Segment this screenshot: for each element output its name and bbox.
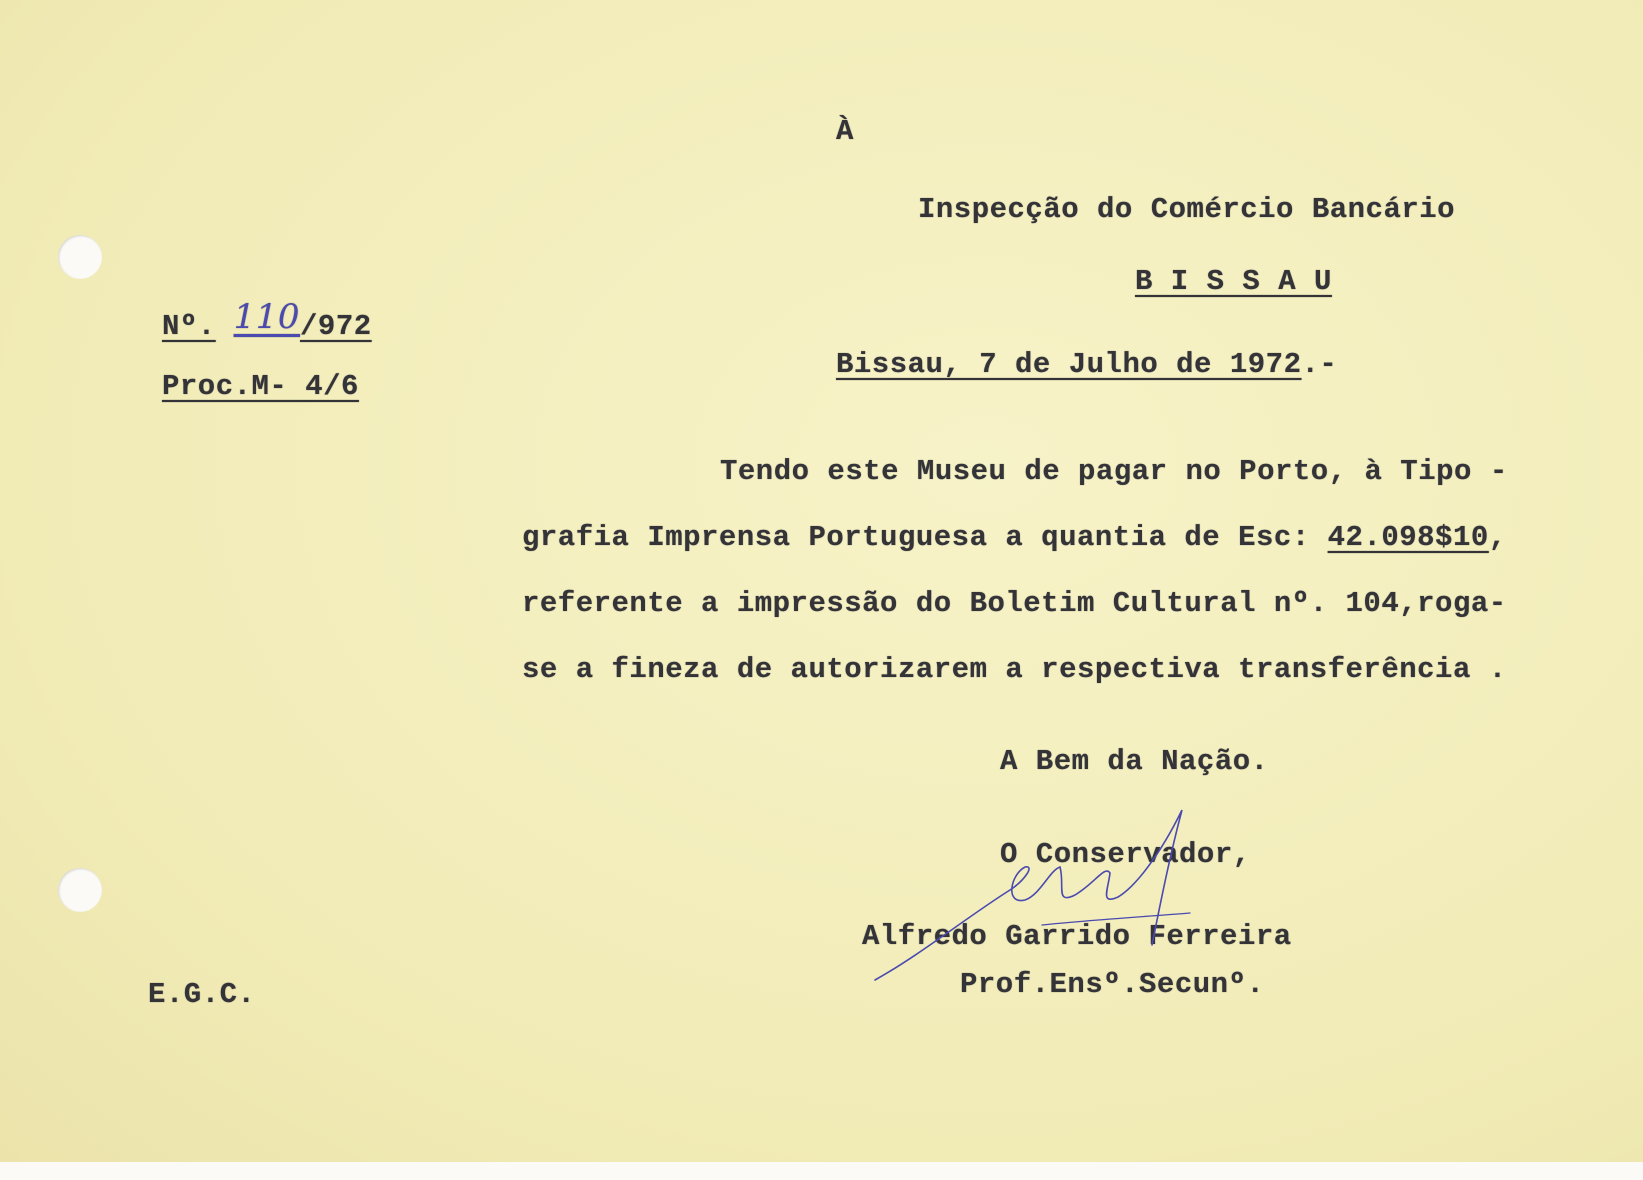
body-line-3: referente a impressão do Boletim Cultural nº. 104,roga- <box>522 587 1507 620</box>
ref-number-prefix: Nº. <box>162 310 216 343</box>
process-reference: Proc.M- 4/6 <box>162 370 359 403</box>
body-line-1: Tendo este Museu de pagar no Porto, à Tipo - <box>720 455 1508 488</box>
body-line-2 <box>522 521 1507 554</box>
recipient-city: B I S S A U <box>1135 265 1332 298</box>
body-line-4: se a fineza de autorizarem a respectiva transferência . <box>522 653 1507 686</box>
signer-credentials: Prof.Ensº.Secunº. <box>960 968 1265 1001</box>
ref-number-suffix: /972 <box>300 310 372 343</box>
ref-number-handwritten: 110 <box>233 297 301 337</box>
payment-amount: 42.098$10 <box>1327 521 1489 554</box>
signer-name: Alfredo Garrido Ferreira <box>862 920 1292 953</box>
date-text: Bissau, 7 de Julho de 1972 <box>836 348 1302 381</box>
punch-hole-top <box>58 235 102 279</box>
handwritten-signature <box>860 795 1300 995</box>
date-line <box>836 348 1337 381</box>
typist-initials: E.G.C. <box>148 978 256 1011</box>
recipient-line1: Inspecção do Comércio Bancário <box>918 193 1456 226</box>
closing-formula: A Bem da Nação. <box>1000 745 1269 778</box>
body-line-2-text: grafia Imprensa Portuguesa a quantia de Esc: <box>522 521 1310 554</box>
reference-number <box>162 297 372 343</box>
salutation: À <box>836 115 854 148</box>
date-suffix: .- <box>1301 348 1338 381</box>
punch-hole-bottom <box>58 868 102 912</box>
signer-title: O Conservador, <box>1000 838 1251 871</box>
body-line-2-end: , <box>1488 521 1507 554</box>
scan-border <box>0 1162 1643 1180</box>
